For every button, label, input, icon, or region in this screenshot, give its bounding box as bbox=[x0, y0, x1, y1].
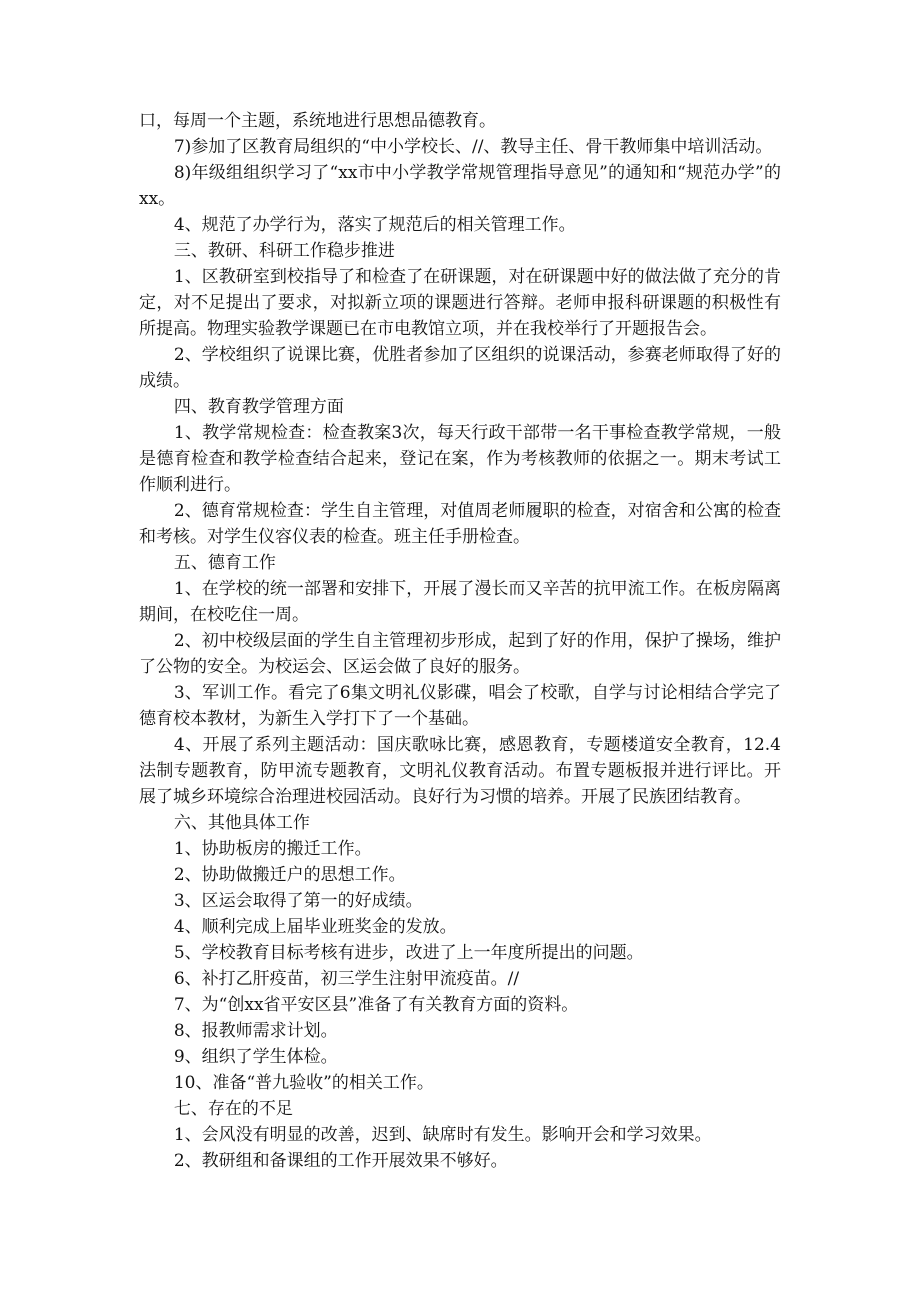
paragraph: 2、学校组织了说课比赛，优胜者参加了区组织的说课活动，参赛老师取得了好的成绩。 bbox=[139, 345, 781, 391]
paragraph: 3、军训工作。看完了6集文明礼仪影碟，唱会了校歌，自学与讨论相结合学完了德育校本教材，为新生入学打下了一个基础。 bbox=[139, 683, 781, 729]
list-item: 5、学校教育目标考核有进步，改进了上一年度所提出的问题。 bbox=[173, 943, 644, 963]
document-page bbox=[139, 108, 781, 1174]
paragraph: 8)年级组组织学习了“xx市中小学教学常规管理指导意见”的通知和“规范办学”的xx。 bbox=[139, 163, 781, 209]
section-heading: 五、德育工作 bbox=[173, 553, 276, 573]
list-item: 4、顺利完成上届毕业班奖金的发放。 bbox=[173, 917, 457, 937]
list-item: 2、教研组和备课组的工作开展效果不够好。 bbox=[173, 1151, 508, 1171]
list-item: 10、准备“普九验收”的相关工作。 bbox=[173, 1073, 434, 1093]
list-item: 2、协助做搬迁户的思想工作。 bbox=[173, 865, 406, 885]
paragraph: 1、在学校的统一部署和安排下，开展了漫长而又辛苦的抗甲流工作。在板房隔离期间，在校吃住一周。 bbox=[139, 579, 781, 625]
section-heading: 六、其他具体工作 bbox=[173, 813, 310, 833]
section-heading: 三、教研、科研工作稳步推进 bbox=[173, 241, 395, 261]
paragraph: 1、区教研室到校指导了和检查了在研课题，对在研课题中好的做法做了充分的肯定，对不足提出了要求，对拟新立项的课题进行答辩。老师申报科研课题的积极性有所提高。物理实验教学课题已在市电教馆立项，并在我校举行了开题报告会。 bbox=[139, 267, 781, 339]
list-item: 1、会风没有明显的改善，迟到、缺席时有发生。影响开会和学习效果。 bbox=[173, 1125, 712, 1145]
section-heading: 四、教育教学管理方面 bbox=[173, 397, 344, 417]
list-item: 7、为“创xx省平安区县”准备了有关教育方面的资料。 bbox=[173, 995, 579, 1015]
paragraph: 1、教学常规检查：检查教案3次，每天行政干部带一名干事检查教学常规，一般是德育检查和教学检查结合起来，登记在案，作为考核教师的依据之一。期末考试工作顺利进行。 bbox=[139, 423, 781, 495]
list-item: 9、组织了学生体检。 bbox=[173, 1047, 338, 1067]
paragraph: 7)参加了区教育局组织的“中小学校长、//、教导主任、骨干教师集中培训活动。 bbox=[173, 137, 773, 157]
section-heading: 七、存在的不足 bbox=[173, 1099, 293, 1119]
paragraph: 口，每周一个主题，系统地进行思想品德教育。 bbox=[139, 111, 496, 131]
list-item: 8、报教师需求计划。 bbox=[173, 1021, 338, 1041]
paragraph: 4、规范了办学行为，落实了规范后的相关管理工作。 bbox=[173, 215, 576, 235]
paragraph: 2、德育常规检查：学生自主管理，对值周老师履职的检查，对宿舍和公寓的检查和考核。对学生仪容仪表的检查。班主任手册检查。 bbox=[139, 501, 781, 547]
paragraph: 4、开展了系列主题活动：国庆歌咏比赛，感恩教育，专题楼道安全教育，12.4法制专题教育，防甲流专题教育，文明礼仪教育活动。布置专题板报并进行评比。开展了城乡环境综合治理进校园活动。良好行为习惯的培养。开展了民族团结教育。 bbox=[139, 735, 781, 807]
list-item: 1、协助板房的搬迁工作。 bbox=[173, 839, 372, 859]
paragraph: 2、初中校级层面的学生自主管理初步形成，起到了好的作用，保护了操场，维护了公物的安全。为校运会、区运会做了良好的服务。 bbox=[139, 631, 781, 677]
list-item: 6、补打乙肝疫苗，初三学生注射甲流疫苗。// bbox=[173, 969, 520, 989]
list-item: 3、区运会取得了第一的好成绩。 bbox=[173, 891, 423, 911]
